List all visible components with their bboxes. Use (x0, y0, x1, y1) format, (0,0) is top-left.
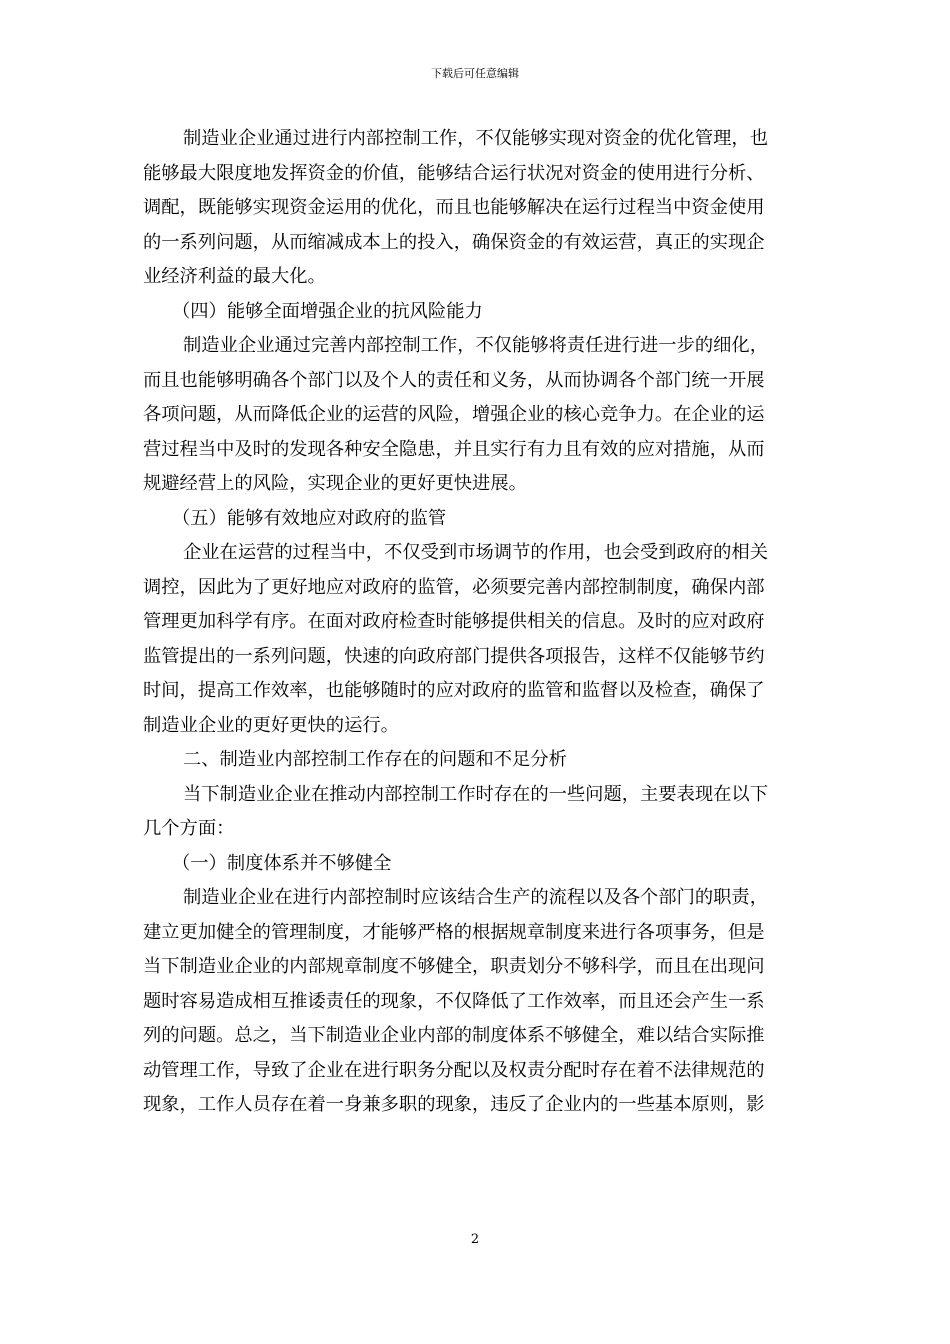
section-heading (143, 502, 809, 537)
text-line: 几个方面： (143, 818, 235, 839)
text-line: 调控，因此为了更好地应对政府的监管，必须要完善内部控制制度，确保内部 (143, 576, 765, 598)
text-line: 制造业企业的更好更快的运行。 (143, 714, 399, 736)
text-line: 列的问题。总之，当下制造业企业内部的制度体系不够健全，难以结合实际推 (143, 1025, 765, 1046)
text-line: 二、制造业内部控制工作存在的问题和不足分析 (183, 749, 567, 770)
text-line: 现象，工作人员存在着一身兼多职的现象，违反了企业内的一些基本原则，影 (143, 1094, 765, 1115)
text-line: 调配，既能够实现资金运用的优化，而且也能够解决在运行过程当中资金使用 (143, 197, 765, 218)
text-line: 建立更加健全的管理制度，才能够严格的根据规章制度来进行各项事务，但是 (143, 921, 765, 943)
document-body (143, 122, 809, 1123)
page-number: 2 (470, 1232, 480, 1247)
text-line: 制造业企业通过完善内部控制工作，不仅能够将责任进行进一步的细化， (183, 335, 768, 356)
text-line: （四）能够全面增强企业的抗风险能力 (172, 300, 483, 322)
text-line: 动管理工作，导致了企业在进行职务分配以及权责分配时存在着不法律规范的 (143, 1059, 765, 1081)
paragraph (143, 881, 809, 1123)
text-line: 而且也能够明确各个部门以及个人的责任和义务，从而协调各个部门统一开展 (143, 369, 765, 391)
paragraph (143, 743, 809, 778)
section-heading (143, 295, 809, 330)
text-line: 各项问题，从而降低企业的运营的风险，增强企业的核心竞争力。在企业的运 (143, 404, 765, 425)
text-line: （五）能够有效地应对政府的监管 (172, 507, 447, 529)
text-line: （一）制度体系并不够健全 (172, 852, 392, 874)
text-line: 制造业企业在进行内部控制时应该结合生产的流程以及各个部门的职责， (183, 887, 768, 908)
text-line: 企业在运营的过程当中，不仅受到市场调节的作用，也会受到政府的相关 (183, 542, 768, 563)
section-heading (143, 847, 809, 882)
paragraph (143, 536, 809, 743)
text-line: 的一系列问题，从而缩减成本上的投入，确保资金的有效运营，真正的实现企 (143, 231, 765, 253)
text-line: 规避经营上的风险，实现企业的更好更快进展。 (143, 473, 527, 494)
text-line: 当下制造业企业的内部规章制度不够健全，职责划分不够科学，而且在出现问 (143, 956, 765, 977)
text-line: 监管提出的一系列问题，快速的向政府部门提供各项报告，这样不仅能够节约 (143, 645, 765, 667)
text-line: 当下制造业企业在推动内部控制工作时存在的一些问题，主要表现在以下 (183, 783, 768, 805)
text-line: 营过程当中及时的发现各种安全隐患，并且实行有力且有效的应对措施，从而 (143, 438, 765, 460)
text-line: 管理更加科学有序。在面对政府检查时能够提供相关的信息。及时的应对政府 (143, 611, 765, 632)
text-line: 能够最大限度地发挥资金的价值，能够结合运行状况对资金的使用进行分析、 (143, 162, 765, 184)
text-line: 时间，提高工作效率，也能够随时的应对政府的监管和监督以及检查，确保了 (143, 680, 765, 701)
text-line: 题时容易造成相互推诿责任的现象，不仅降低了工作效率，而且还会产生一系 (143, 990, 765, 1012)
paragraph (143, 329, 809, 502)
text-line: 业经济利益的最大化。 (143, 266, 326, 287)
paragraph (143, 122, 809, 295)
paragraph (143, 778, 809, 847)
page-header: 下载后可任意编辑 (431, 67, 519, 80)
text-line: 制造业企业通过进行内部控制工作，不仅能够实现对资金的优化管理，也 (183, 128, 768, 149)
